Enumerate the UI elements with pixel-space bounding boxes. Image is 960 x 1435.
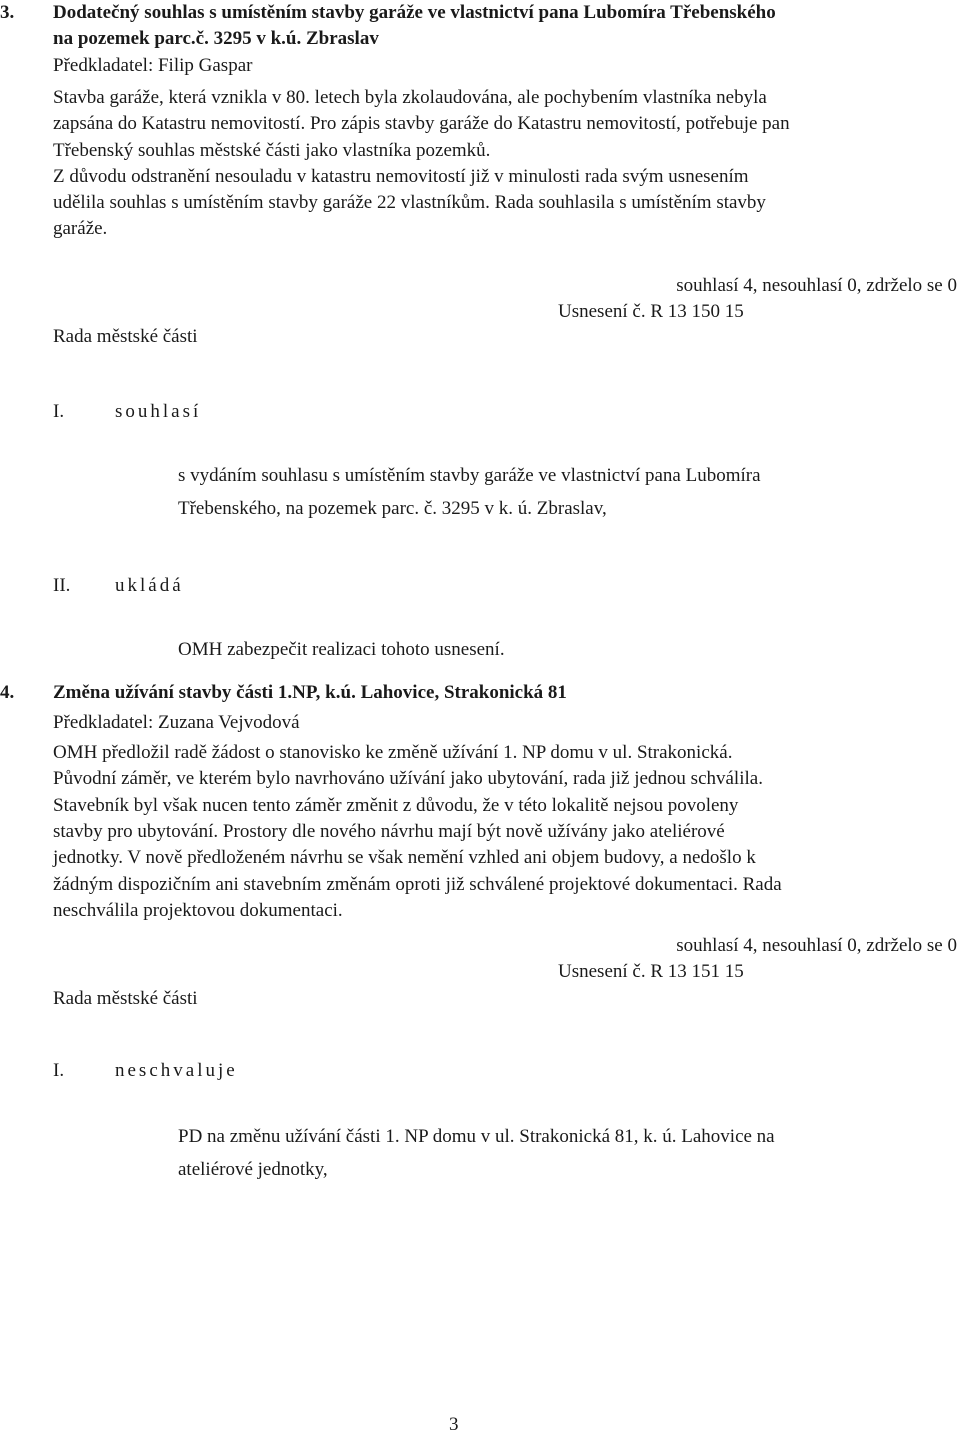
body-line: jednotky. V nově předloženém návrhu se však nemění vzhled ani objem budovy, a nedošlo k — [53, 847, 756, 868]
body-line: Z důvodu odstranění nesouladu v katastru nemovitostí již v minulosti rada svým usnesením — [53, 166, 749, 187]
body-line: neschválila projektovou dokumentaci. — [53, 900, 343, 921]
body-line: Stavebník byl však nucen tento záměr změnit z důvodu, že v této lokalitě nejsou povoleny — [53, 795, 739, 816]
body-line: Původní záměr, ve kterém bylo navrhováno užívání jako ubytování, rada již jednou schválila. — [53, 768, 763, 789]
resolution-verb: souhlasí — [115, 401, 202, 422]
item-number: 4. — [0, 682, 15, 703]
vote-result: souhlasí 4, nesouhlasí 0, zdrželo se 0 — [676, 275, 957, 296]
council-label: Rada městské části — [53, 326, 198, 347]
body-line: Třebenský souhlas městské části jako vlastníka pozemků. — [53, 140, 491, 161]
point-text-line: PD na změnu užívání části 1. NP domu v ul. Strakonická 81, k. ú. Lahovice na — [178, 1126, 775, 1147]
point-number: I. — [53, 401, 65, 422]
point-number: I. — [53, 1060, 65, 1081]
point-text-line: OMH zabezpečit realizaci tohoto usnesení. — [178, 639, 505, 660]
item-number: 3. — [0, 2, 15, 23]
resolution-verb: neschvaluje — [115, 1060, 238, 1081]
item-title-line-2: na pozemek parc.č. 3295 v k.ú. Zbraslav — [53, 28, 379, 49]
point-text-line: s vydáním souhlasu s umístěním stavby garáže ve vlastnictví pana Lubomíra — [178, 465, 761, 486]
submitter: Předkladatel: Zuzana Vejvodová — [53, 712, 300, 733]
council-label: Rada městské části — [53, 988, 198, 1009]
body-line: OMH předložil radě žádost o stanovisko ke změně užívání 1. NP domu v ul. Strakonická. — [53, 742, 733, 763]
item-title: Změna užívání stavby části 1.NP, k.ú. Lahovice, Strakonická 81 — [53, 682, 567, 703]
vote-result: souhlasí 4, nesouhlasí 0, zdrželo se 0 — [676, 935, 957, 956]
body-line: garáže. — [53, 218, 108, 239]
resolution-number: Usnesení č. R 13 150 15 — [558, 301, 744, 322]
body-line: zapsána do Katastru nemovitostí. Pro zápis stavby garáže do Katastru nemovitostí, potřebuje pan — [53, 113, 790, 134]
point-text-line: Třebenského, na pozemek parc. č. 3295 v k. ú. Zbraslav, — [178, 498, 607, 519]
resolution-number: Usnesení č. R 13 151 15 — [558, 961, 744, 982]
page-number: 3 — [449, 1414, 459, 1435]
body-line: Stavba garáže, která vznikla v 80. letech byla zkolaudována, ale pochybením vlastníka nebyla — [53, 87, 767, 108]
submitter: Předkladatel: Filip Gaspar — [53, 55, 253, 76]
point-number: II. — [53, 575, 71, 596]
resolution-verb: ukládá — [115, 575, 184, 596]
item-title-line-1: Dodatečný souhlas s umístěním stavby garáže ve vlastnictví pana Lubomíra Třebenského — [53, 2, 776, 23]
body-line: udělila souhlas s umístěním stavby garáže 22 vlastníkům. Rada souhlasila s umístěním stavby — [53, 192, 766, 213]
body-line: stavby pro ubytování. Prostory dle nového návrhu mají být nově užívány jako ateliérové — [53, 821, 725, 842]
point-text-line: ateliérové jednotky, — [178, 1159, 328, 1180]
body-line: žádným dispozičním ani stavebním změnám oproti již schválené projektové dokumentaci. Rada — [53, 874, 782, 895]
